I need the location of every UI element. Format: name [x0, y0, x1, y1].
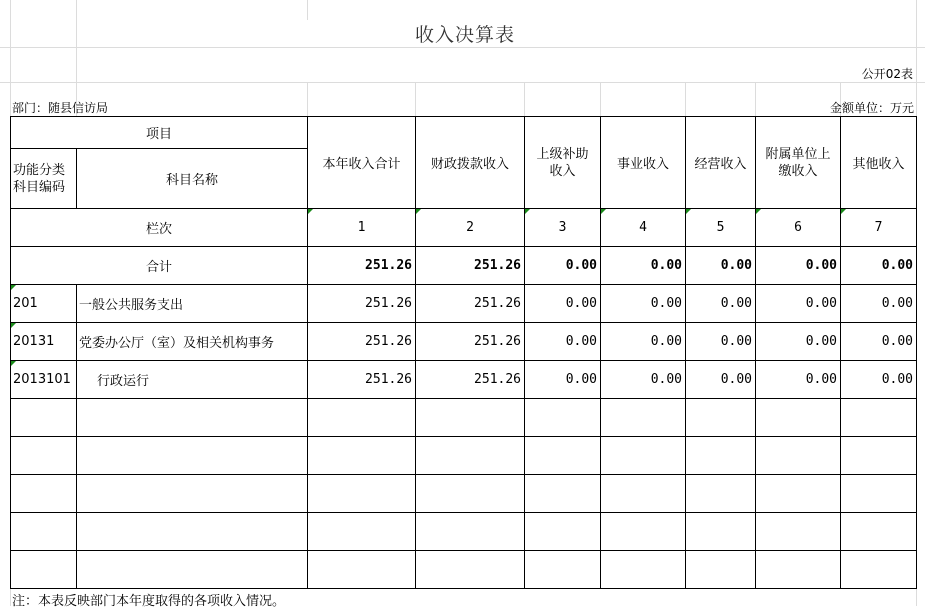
row-value: 0.00	[601, 323, 686, 361]
gridline	[0, 47, 925, 48]
row-name: 行政运行	[77, 361, 308, 399]
total-value: 0.00	[756, 247, 841, 285]
total-value: 251.26	[416, 247, 525, 285]
gridline	[415, 82, 416, 116]
func-code-header: 功能分类 科目编码	[11, 149, 77, 209]
row-value: 0.00	[756, 323, 841, 361]
row-value: 0.00	[601, 285, 686, 323]
row-code: 20131	[11, 323, 77, 361]
row-value: 251.26	[308, 361, 416, 399]
row-value: 0.00	[525, 361, 601, 399]
total-value: 251.26	[308, 247, 416, 285]
table-row	[11, 323, 917, 361]
lanci-label: 栏次	[11, 209, 308, 247]
row-name: 党委办公厅（室）及相关机构事务	[77, 323, 308, 361]
row-value: 251.26	[416, 323, 525, 361]
gridline	[755, 82, 756, 116]
col-header-3: 上级补助 收入	[525, 117, 601, 209]
row-value: 0.00	[601, 361, 686, 399]
col-header-5: 经营收入	[686, 117, 756, 209]
empty-row	[11, 399, 917, 437]
subject-name-header: 科目名称	[77, 149, 308, 209]
empty-row	[11, 437, 917, 475]
col-header-7: 其他收入	[841, 117, 917, 209]
row-value: 251.26	[416, 361, 525, 399]
row-value: 0.00	[841, 361, 917, 399]
empty-row	[11, 551, 917, 589]
lanci-num: 2	[416, 209, 525, 247]
row-value: 0.00	[686, 323, 756, 361]
lanci-num: 3	[525, 209, 601, 247]
total-value: 0.00	[841, 247, 917, 285]
lanci-num: 1	[308, 209, 416, 247]
gridline	[307, 0, 308, 20]
form-number: 公开02表	[861, 67, 913, 81]
total-value: 0.00	[601, 247, 686, 285]
row-code: 2013101	[11, 361, 77, 399]
col-header-6: 附属单位上 缴收入	[756, 117, 841, 209]
row-code: 201	[11, 285, 77, 323]
gridline	[524, 82, 525, 116]
gridline	[685, 82, 686, 116]
department-label: 部门：随县信访局	[12, 101, 109, 115]
row-value: 0.00	[686, 285, 756, 323]
amount-unit-label: 金额单位：万元	[829, 101, 914, 115]
table-note: 注：本表反映部门本年度取得的各项收入情况。	[12, 594, 286, 609]
project-header: 项目	[11, 117, 308, 149]
row-value: 0.00	[841, 323, 917, 361]
col-header-2: 财政拨款收入	[416, 117, 525, 209]
total-value: 0.00	[686, 247, 756, 285]
table-row	[11, 361, 917, 399]
table-title: 收入决算表	[414, 24, 515, 46]
row-value: 251.26	[308, 323, 416, 361]
row-value: 251.26	[308, 285, 416, 323]
gridline	[307, 82, 308, 116]
gridline	[600, 82, 601, 116]
col-header-4: 事业收入	[601, 117, 686, 209]
row-name: 一般公共服务支出	[77, 285, 308, 323]
row-value: 0.00	[525, 323, 601, 361]
lanci-num: 4	[601, 209, 686, 247]
row-value: 0.00	[686, 361, 756, 399]
row-value: 251.26	[416, 285, 525, 323]
total-value: 0.00	[525, 247, 601, 285]
lanci-num: 6	[756, 209, 841, 247]
empty-row	[11, 475, 917, 513]
row-value: 0.00	[525, 285, 601, 323]
lanci-num: 7	[841, 209, 917, 247]
income-table	[10, 116, 917, 589]
total-label: 合计	[11, 247, 308, 285]
lanci-num: 5	[686, 209, 756, 247]
row-value: 0.00	[756, 361, 841, 399]
col-header-1: 本年收入合计	[308, 117, 416, 209]
gridline	[0, 82, 925, 83]
row-value: 0.00	[841, 285, 917, 323]
row-value: 0.00	[756, 285, 841, 323]
empty-row	[11, 513, 917, 551]
table-row	[11, 285, 917, 323]
